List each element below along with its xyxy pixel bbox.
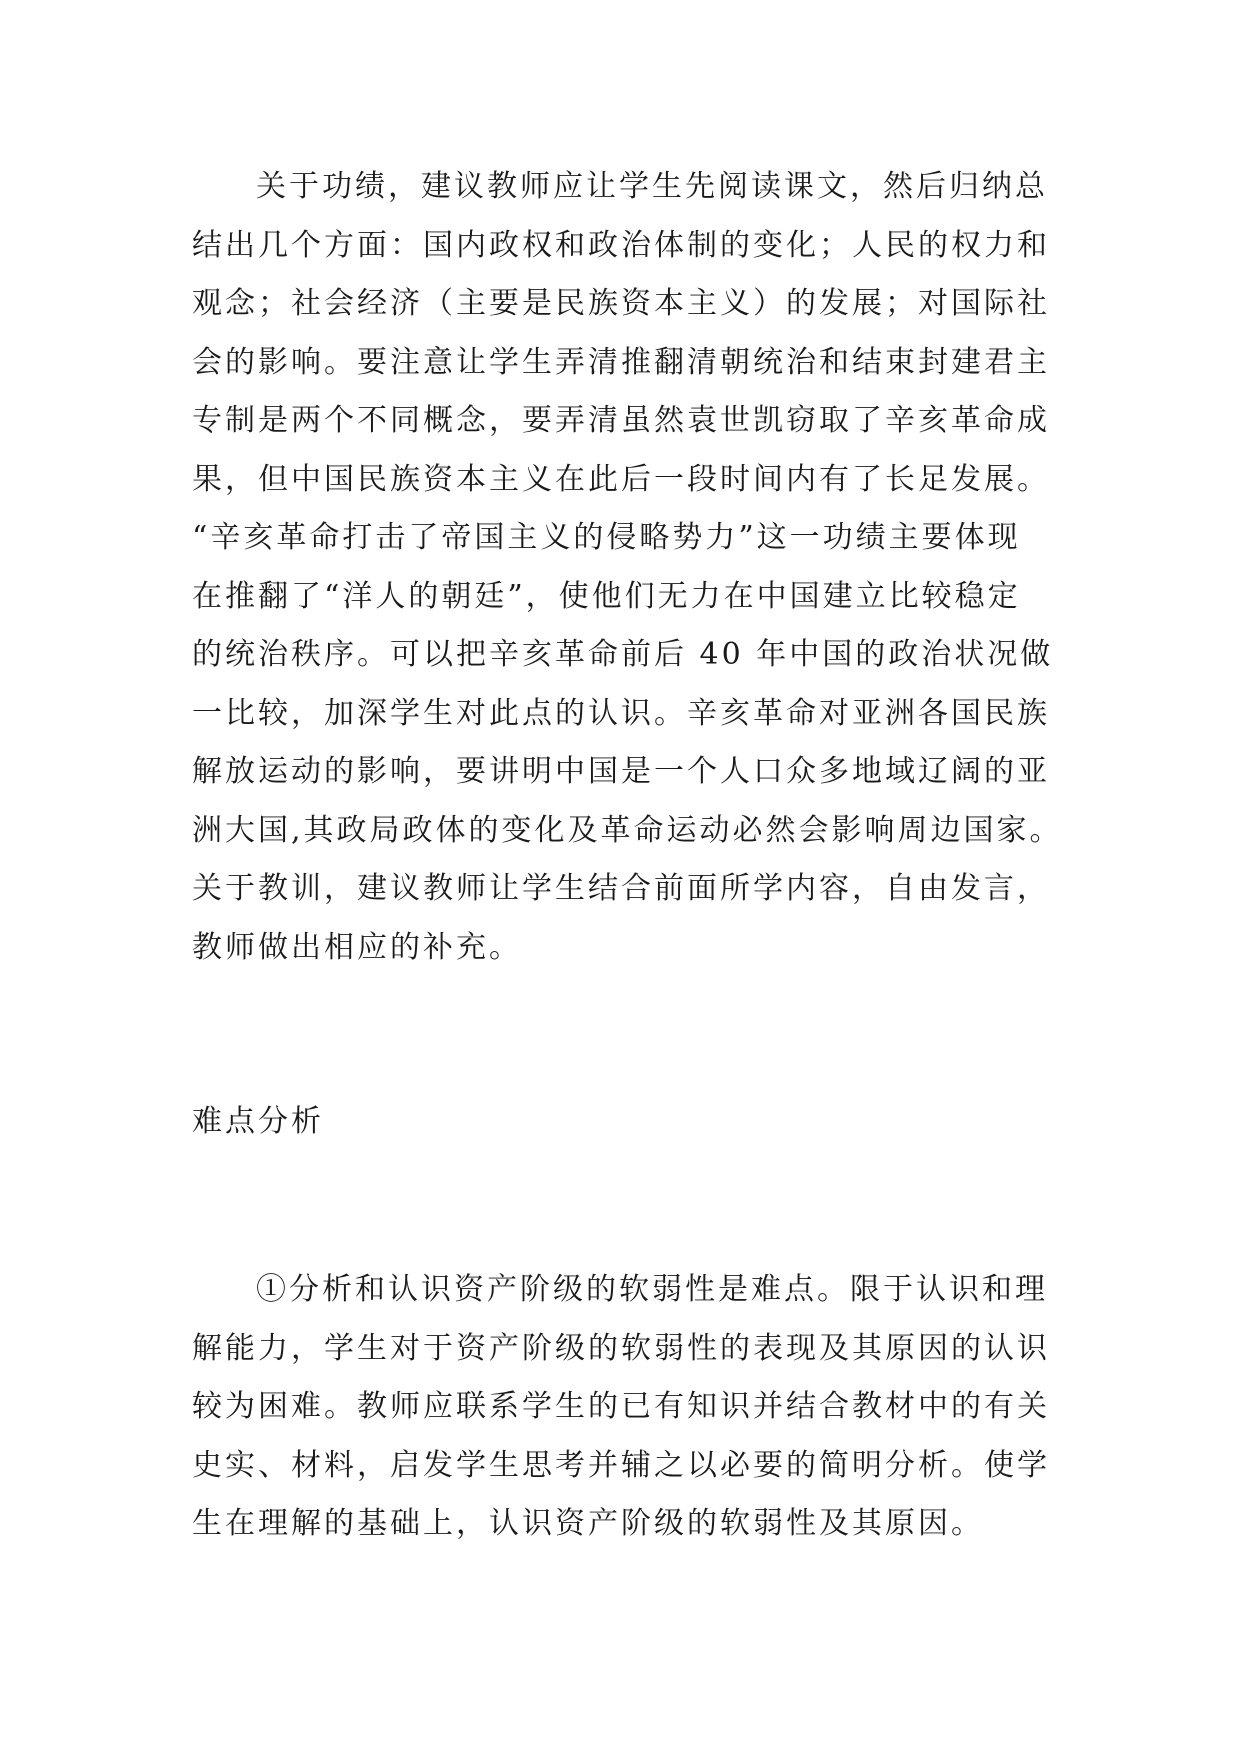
paragraph-line: 史实、材料，启发学生思考并辅之以必要的简明分析。使学 (192, 1447, 1050, 1483)
paragraph-line: 会的影响。要注意让学生弄清推翻清朝统治和结束封建君主 (192, 344, 1050, 380)
paragraph-line: 关于教训，建议教师让学生结合前面所学内容，自由发言， (192, 871, 1050, 906)
paragraph-achievements (192, 158, 1063, 977)
paragraph-line: 专制是两个不同概念，要弄清虽然袁世凯窃取了辛亥革命成 (192, 403, 1050, 438)
paragraph-line: “辛亥革命打击了帝国主义的侵略势力”这一功绩主要体现 (192, 520, 1021, 555)
paragraph-line: 较为困难。教师应联系学生的已有知识并结合教材中的有关 (192, 1389, 1050, 1424)
paragraph-line: 关于功绩，建议教师应让学生先阅读课文，然后归纳总 (256, 169, 1048, 204)
section-heading: 难点分析 (192, 1104, 324, 1139)
paragraph-line: 一比较，加深学生对此点的认识。辛亥革命对亚洲各国民族 (192, 695, 1050, 731)
paragraph-line: ①分析和认识资产阶级的软弱性是难点。限于认识和理 (256, 1272, 1048, 1307)
paragraph-line: 解能力，学生对于资产阶级的软弱性的表现及其原因的认识 (192, 1330, 1050, 1366)
section-heading-block (192, 1093, 1060, 1152)
paragraph-line: 洲大国,其政局政体的变化及革命运动必然会影响周边国家。 (192, 812, 1063, 848)
paragraph-line: 教师做出相应的补充。 (192, 929, 522, 965)
paragraph-line: 结出几个方面：国内政权和政治体制的变化；人民的权力和 (192, 227, 1050, 263)
paragraph-line: 的统治秩序。可以把辛亥革命前后 40 年中国的政治状况做 (192, 637, 1054, 672)
paragraph-line: 生在理解的基础上，认识资产阶级的软弱性及其原因。 (192, 1506, 984, 1541)
paragraph-line: 在推翻了“洋人的朝廷”，使他们无力在中国建立比较稳定 (192, 578, 1021, 614)
paragraph-line: 果，但中国民族资本主义在此后一段时间内有了长足发展。 (192, 461, 1050, 497)
paragraph-line: 观念；社会经济（主要是民族资本主义）的发展；对国际社 (192, 286, 1050, 321)
paragraph-line: 解放运动的影响，要讲明中国是一个人口众多地域辽阔的亚 (192, 754, 1050, 789)
paragraph-difficulty (192, 1261, 1060, 1554)
